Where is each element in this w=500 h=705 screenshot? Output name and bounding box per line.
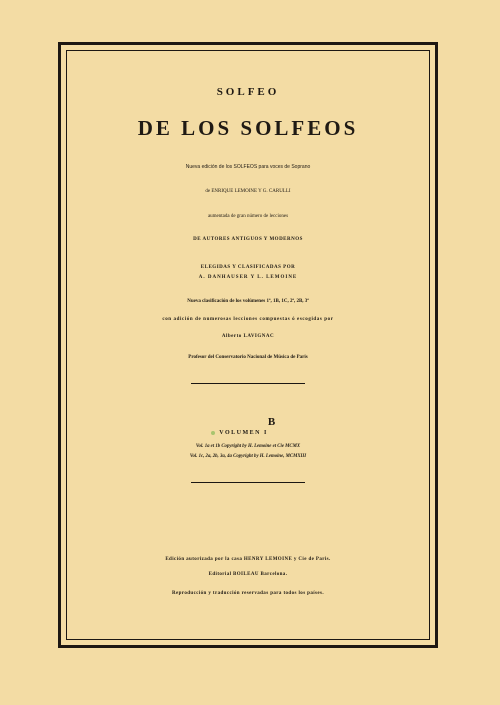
authorized-line: Edición autorizada por la casa HENRY LEMOINE y Cie de Paris. — [165, 557, 331, 562]
main-title: DE LOS SOLFEOS — [137, 116, 359, 140]
augmented-line: aumentada de gran número de lecciones — [207, 214, 289, 219]
copyright-line-2: Vol. 1c, 2a, 2b, 3a, 4a Copyright by H. Lemoine, MCMXIII — [189, 454, 307, 459]
professor-line: Profesor del Conservatorio Nacional de Música de Paris — [188, 355, 308, 360]
lavignac-line: Alberto LAVIGNAC — [221, 334, 275, 339]
copyright-line-1: Vol. 1a et 1b Copyright by H. Lemoine et Cie MCMX — [195, 444, 301, 449]
classification-line: Nueva clasificación de los volúmenes 1ª, 1B, 1C, 2ª, 2B, 3ª — [187, 299, 309, 304]
chosen-by-line: ELEGIDAS Y CLASIFICADAS POR — [200, 265, 296, 270]
publisher-line: Editorial BOILEAU Barcelona. — [208, 572, 288, 577]
edition-line: Nueva edición de los SOLFEOS para voces de Soprano — [185, 164, 311, 170]
divider-top — [191, 383, 305, 384]
volume-label: VOLUMEN I — [219, 430, 268, 436]
title-line-1: SOLFEO — [216, 86, 280, 98]
authors-line: de ENRIQUE LEMOINE Y G. CARULLI — [205, 189, 291, 194]
addition-line: con adición de numerosas lecciones compuestas ó escogidas por — [162, 317, 334, 322]
cover-content — [66, 50, 430, 640]
volume-heading — [66, 416, 430, 436]
divider-bottom — [191, 482, 305, 483]
editors-line: A. DANHAUSER Y L. LEMOINE — [198, 275, 298, 280]
volume-suffix: B — [267, 416, 277, 428]
ancient-modern-heading: DE AUTORES ANTIGUOS Y MODERNOS — [193, 237, 303, 242]
rights-line: Reproducción y traducción reservadas para todos los países. — [171, 591, 325, 596]
